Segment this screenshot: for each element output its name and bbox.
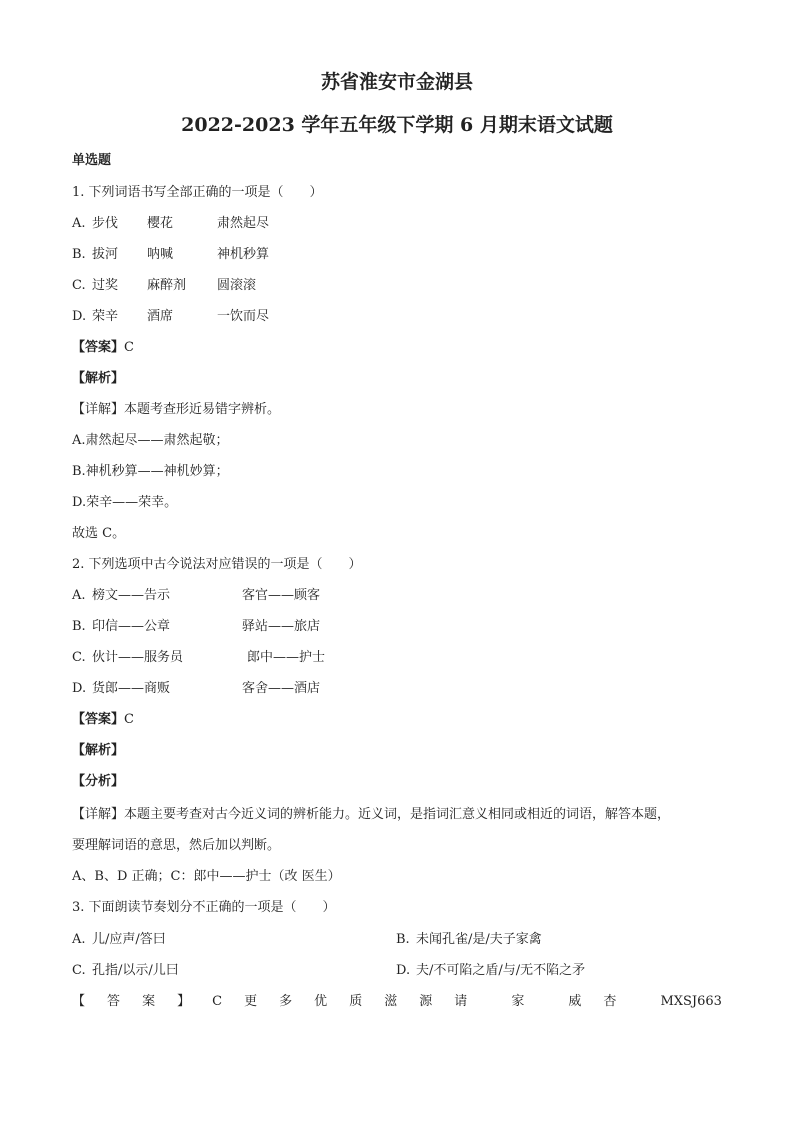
q1-stem: 1. 下列词语书写全部正确的一项是（ ）	[72, 185, 323, 200]
q2-stem: 2. 下列选项中古今说法对应错误的一项是（ ）	[72, 557, 362, 572]
answer-char: MXSJ663	[660, 994, 722, 1009]
option-label: D.	[396, 963, 411, 978]
option-word: 麻醉剂	[147, 278, 187, 293]
option-label: B.	[72, 247, 86, 262]
option-word: 呐喊	[147, 247, 174, 262]
answer-char: 请	[454, 994, 468, 1009]
answer-char: 家	[511, 994, 525, 1009]
answer-char: 源	[419, 994, 433, 1009]
section-heading: 单选题	[72, 153, 112, 168]
answer-char: 优	[314, 994, 328, 1009]
q3-answer-line	[72, 993, 722, 1011]
q1-note-b: B.神机秒算——神机妙算；	[72, 464, 229, 479]
q2-option-d	[72, 680, 320, 698]
option-label: A.	[72, 216, 86, 231]
answer-char: 】	[177, 994, 191, 1009]
option-word: 肃然起尽	[217, 216, 270, 231]
q1-conclusion: 故选 C。	[72, 526, 126, 541]
detail-text: 本题考查形近易错字辨析。	[124, 402, 281, 417]
option-text: 夫/不可陷之盾/与/无不陷之矛	[416, 963, 586, 978]
answer-tag: 【答案】	[72, 340, 125, 355]
option-left: 货郎——商贩	[92, 681, 171, 696]
document-title-line1: 苏省淮安市金湖县	[320, 71, 473, 93]
option-label: D.	[72, 309, 87, 324]
q2-detail-line2: 要理解词语的意思，然后加以判断。	[72, 838, 281, 853]
q3-option-c	[72, 962, 179, 980]
answer-char: 多	[279, 994, 293, 1009]
answer-char: 杏	[603, 994, 617, 1009]
option-word: 拔河	[92, 247, 119, 262]
answer-char: 威	[568, 994, 582, 1009]
detail-tag: 【详解】	[72, 807, 125, 822]
answer-char: C	[212, 994, 223, 1009]
q1-option-b	[72, 246, 269, 264]
q1-option-c	[72, 277, 256, 295]
option-right: 驿站——旅店	[242, 619, 321, 634]
option-text: 未闻孔雀/是/夫子家禽	[416, 932, 542, 947]
option-word: 樱花	[147, 216, 174, 231]
option-label: D.	[72, 681, 87, 696]
q2-option-b	[72, 618, 320, 636]
option-word: 荣辛	[92, 309, 119, 324]
q2-detail-line1	[72, 806, 670, 824]
q2-option-c	[72, 649, 325, 667]
option-text: 孔指/以示/儿曰	[92, 963, 179, 978]
q1-option-a	[72, 215, 269, 233]
option-label: C.	[72, 963, 86, 978]
option-word: 过奖	[92, 278, 119, 293]
document-title-line2: 2022-2023 学年五年级下学期 6 月期末语文试题	[181, 114, 613, 136]
option-label: A.	[72, 932, 86, 947]
q2-fenxi-tag: 【分析】	[72, 774, 125, 789]
q1-detail	[72, 401, 280, 419]
q3-option-a	[72, 931, 166, 949]
answer-char: 质	[349, 994, 363, 1009]
option-label: B.	[396, 932, 410, 947]
option-label: C.	[72, 650, 86, 665]
q1-option-d	[72, 308, 269, 326]
option-word: 神机秒算	[217, 247, 270, 262]
option-word: 一饮而尽	[217, 309, 270, 324]
answer-char: 滋	[384, 994, 398, 1009]
option-right: 郎中——护士	[247, 650, 326, 665]
q1-analysis-tag: 【解析】	[72, 371, 125, 386]
q3-option-b	[396, 931, 542, 949]
q2-conclusion: A、B、D 正确；C：郎中——护士（改 医生）	[72, 869, 341, 884]
option-word: 圆滚滚	[217, 278, 257, 293]
q3-option-d	[396, 962, 585, 980]
option-left: 印信——公章	[92, 619, 171, 634]
answer-char: 【	[72, 994, 86, 1009]
answer-char: 答	[107, 994, 121, 1009]
option-word: 步伐	[92, 216, 119, 231]
q2-answer	[72, 711, 134, 729]
q1-note-a: A.肃然起尽——肃然起敬；	[72, 433, 229, 448]
option-text: 儿/应声/答曰	[92, 932, 166, 947]
answer-value: C	[124, 340, 134, 355]
answer-tag: 【答案】	[72, 712, 125, 727]
q1-note-d: D.荣辛——荣幸。	[72, 495, 178, 510]
answer-char: 案	[142, 994, 156, 1009]
answer-value: C	[124, 712, 134, 727]
option-right: 客官——顾客	[242, 588, 321, 603]
option-label: A.	[72, 588, 86, 603]
detail-tag: 【详解】	[72, 402, 125, 417]
option-left: 榜文——告示	[92, 588, 171, 603]
option-word: 酒席	[147, 309, 174, 324]
q2-analysis-tag: 【解析】	[72, 743, 125, 758]
option-left: 伙计——服务员	[92, 650, 184, 665]
detail-text: 本题主要考查对古今近义词的辨析能力。近义词，是指词汇意义相同或相近的词语，解答本题，	[124, 807, 671, 822]
option-label: C.	[72, 278, 86, 293]
q3-stem: 3. 下面朗读节奏划分不正确的一项是（ ）	[72, 900, 336, 915]
option-label: B.	[72, 619, 86, 634]
option-right: 客舍——酒店	[242, 681, 321, 696]
q1-answer	[72, 339, 134, 357]
q2-option-a	[72, 587, 320, 605]
answer-char: 更	[244, 994, 258, 1009]
